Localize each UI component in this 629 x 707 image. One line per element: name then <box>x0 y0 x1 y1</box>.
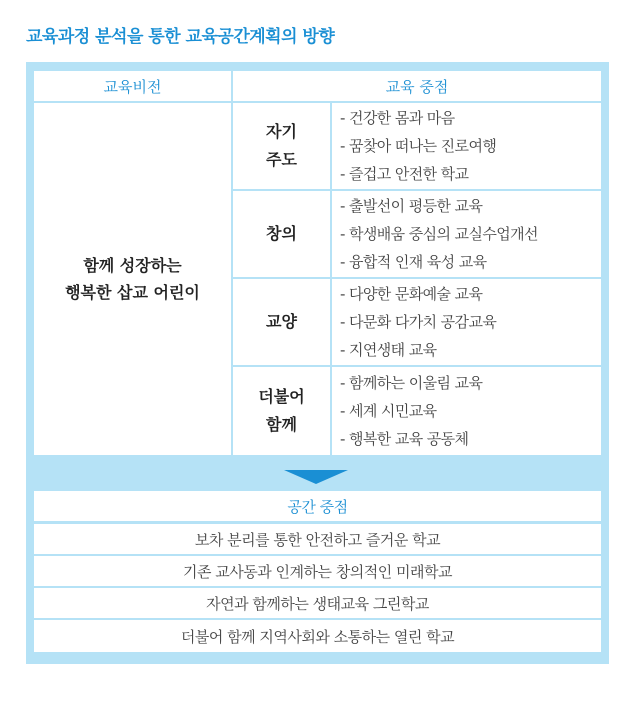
grid-line <box>231 71 233 455</box>
grid-line <box>233 365 601 367</box>
category-self-directed <box>233 103 330 189</box>
grid-line <box>233 277 601 279</box>
category-together <box>233 367 330 455</box>
focus-items-3 <box>332 279 601 365</box>
focus-items-1 <box>332 103 601 189</box>
header-focus: 교육 중점 <box>233 71 601 101</box>
space-row: 보차 분리를 통한 안전하고 즐거운 학교 <box>34 524 601 554</box>
category-label: 창의 <box>266 224 297 243</box>
space-header: 공간 중점 <box>34 491 601 521</box>
focus-item: - 학생배움 중심의 교실수업개선 <box>340 220 538 248</box>
vision-cell <box>34 103 231 455</box>
page-title: 교육과정 분석을 통한 교육공간계획의 방향 <box>26 27 335 47</box>
space-row: 자연과 함께하는 생태교육 그린학교 <box>34 588 601 618</box>
space-row: 기존 교사동과 인계하는 창의적인 미래학교 <box>34 556 601 586</box>
focus-item: - 융합적 인재 육성 교육 <box>340 248 538 276</box>
grid-line <box>233 189 601 191</box>
focus-items-4 <box>332 367 601 455</box>
focus-item: - 행복한 교육 공동체 <box>340 425 482 453</box>
focus-item: - 다양한 문화예술 교육 <box>340 280 496 308</box>
vision-line: 함께 성장하는 <box>83 256 182 275</box>
vision-line: 행복한 삽교 어린이 <box>65 283 200 302</box>
grid-line <box>330 103 332 455</box>
vision-focus-table <box>34 71 601 455</box>
category-label: 함께 <box>266 415 297 434</box>
header-vision: 교육비전 <box>34 71 231 101</box>
space-row: 더불어 함께 지역사회와 소통하는 열린 학교 <box>34 620 601 652</box>
category-creativity <box>233 191 330 277</box>
category-label: 더불어 <box>258 387 305 406</box>
category-culture <box>233 279 330 365</box>
focus-item: - 출발선이 평등한 교육 <box>340 192 538 220</box>
focus-item: - 즐겁고 안전한 학교 <box>340 160 496 188</box>
focus-item: - 세계 시민교육 <box>340 397 482 425</box>
category-label: 주도 <box>266 150 297 169</box>
focus-item: - 다문화 다가치 공감교육 <box>340 308 496 336</box>
focus-items-2 <box>332 191 601 277</box>
focus-item: - 지연생태 교육 <box>340 336 496 364</box>
category-label: 자기 <box>266 122 297 141</box>
space-focus-table <box>34 491 601 652</box>
down-arrow-icon <box>284 470 348 484</box>
focus-item: - 함께하는 이울림 교육 <box>340 369 482 397</box>
diagram-frame <box>26 62 609 664</box>
focus-item: - 건강한 몸과 마음 <box>340 104 496 132</box>
focus-item: - 꿈찾아 떠나는 진로여행 <box>340 132 496 160</box>
category-label: 교양 <box>266 312 297 331</box>
grid-line <box>34 101 601 103</box>
